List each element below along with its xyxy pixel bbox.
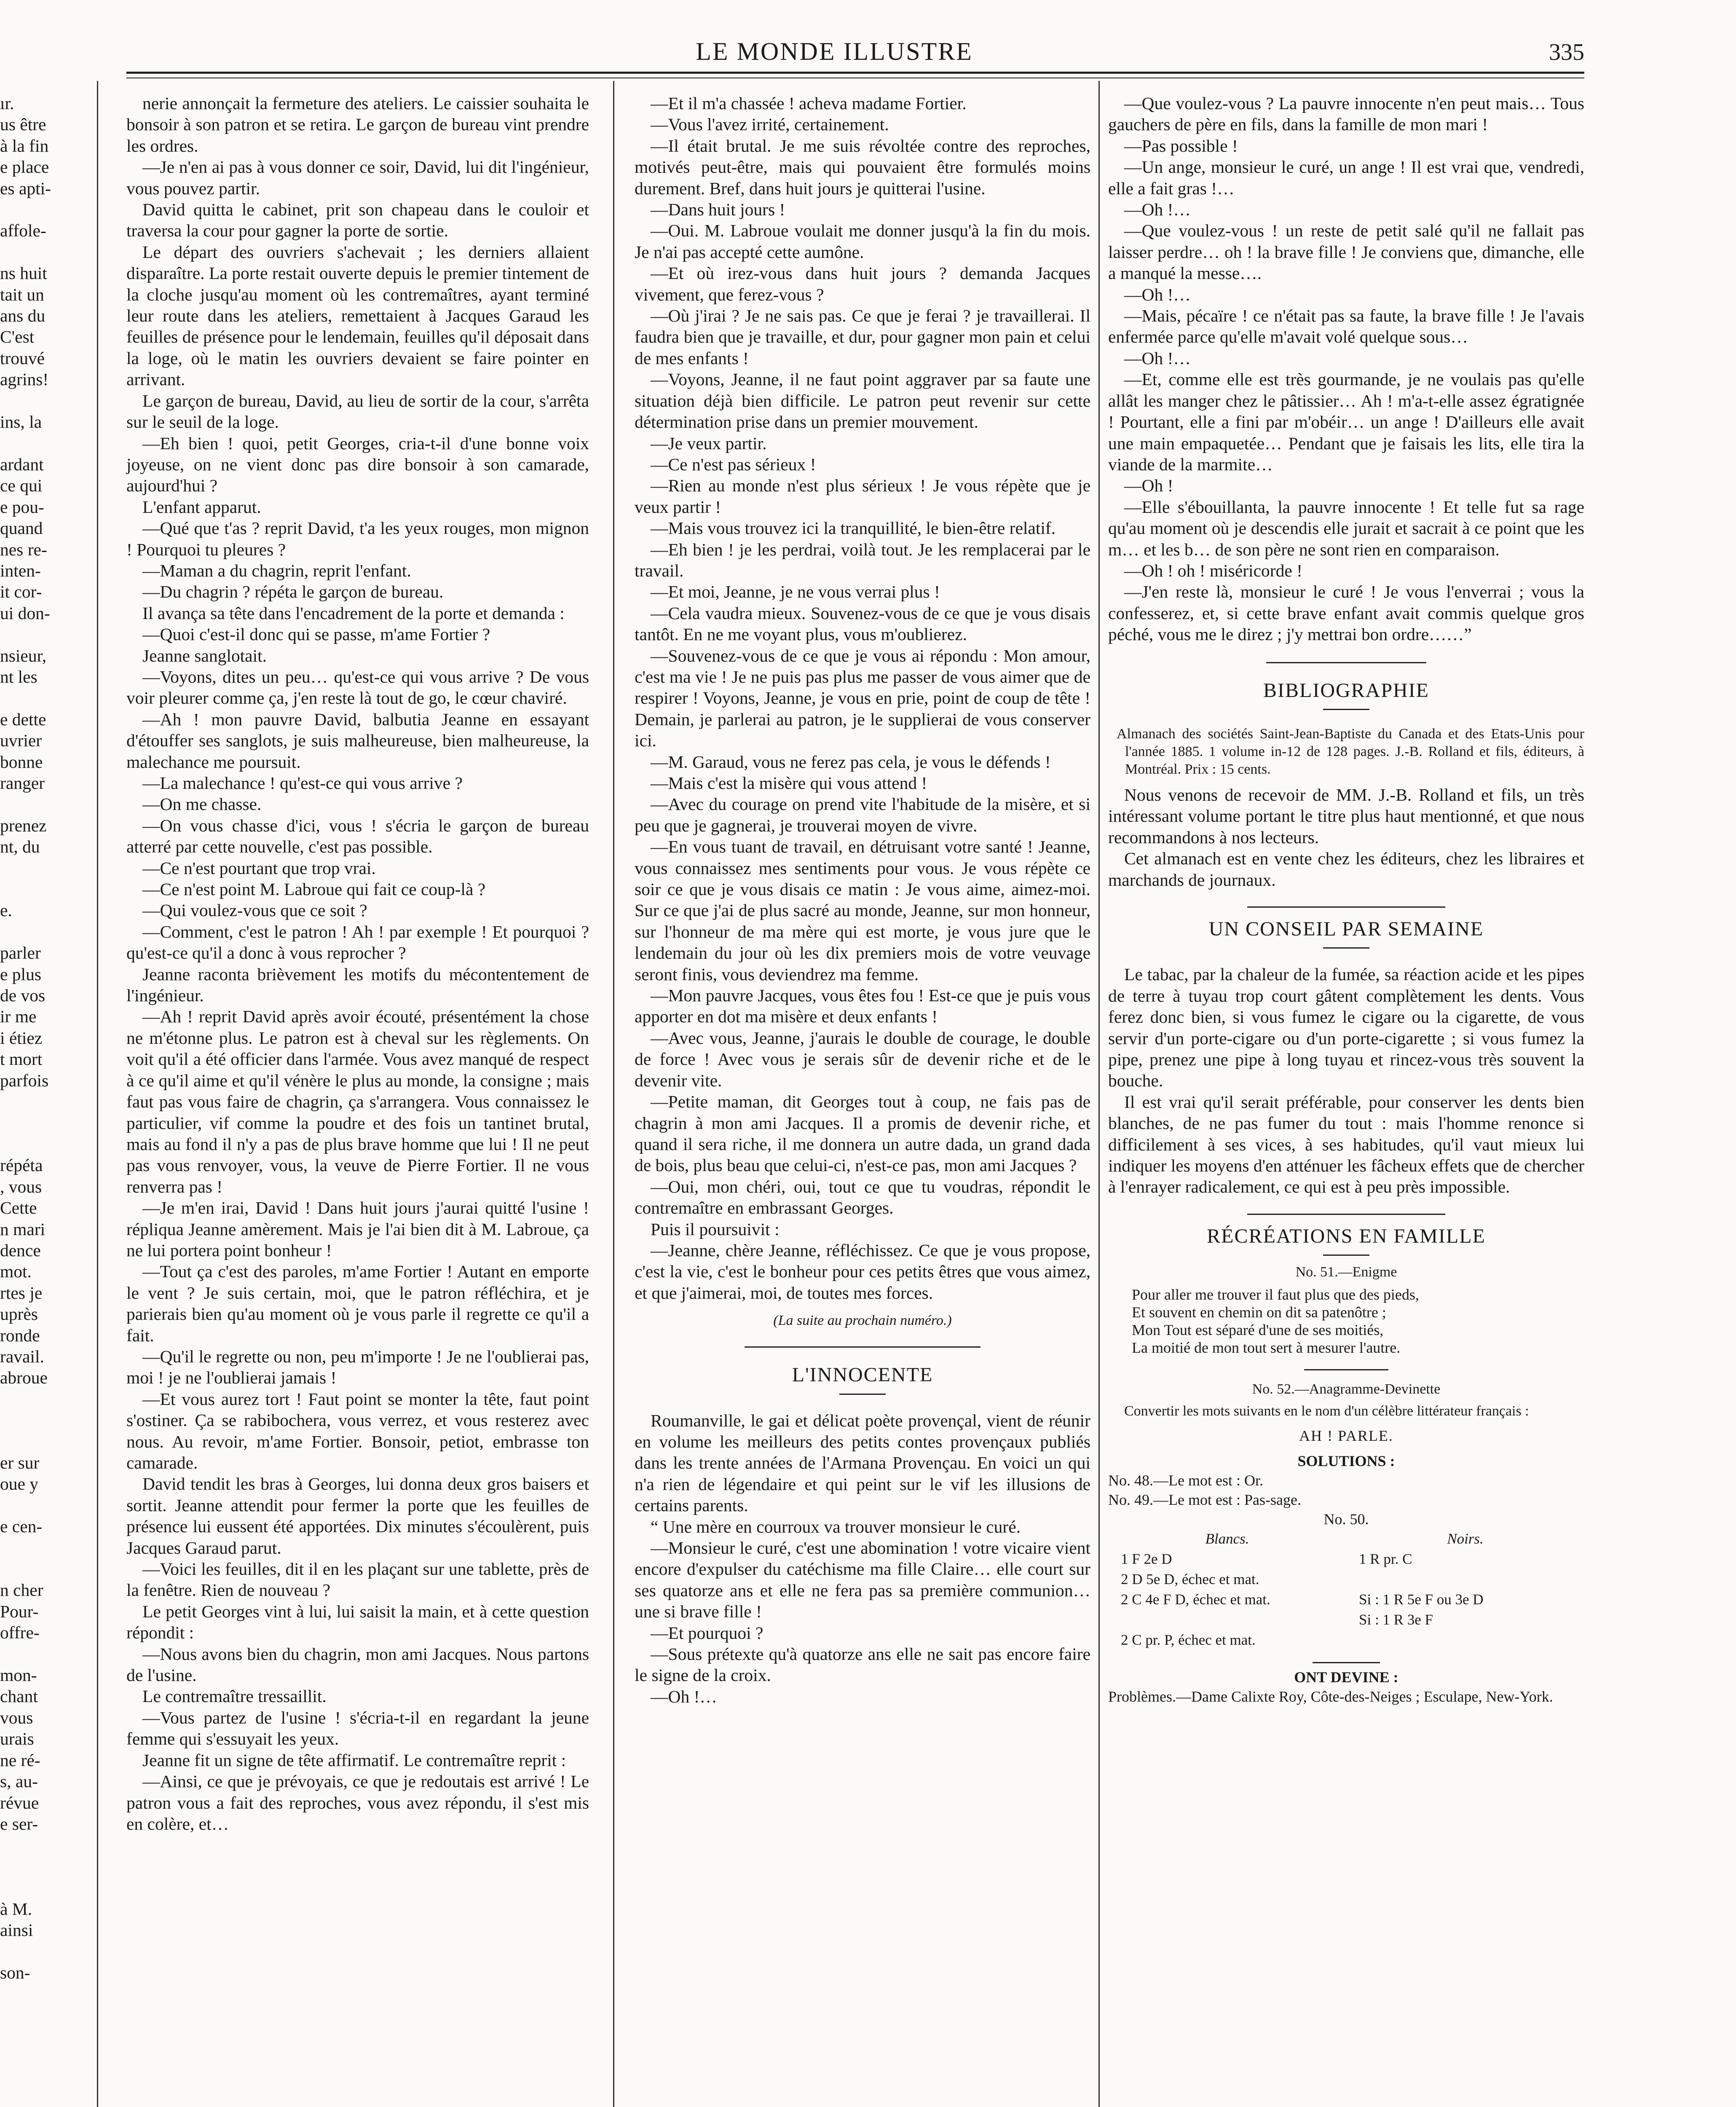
spill-line bbox=[0, 1643, 91, 1665]
innocente-paragraph: —Oh !… bbox=[1124, 348, 1191, 368]
story-paragraph: —Eh bien ! quoi, petit Georges, cria-t-il d'une bonne voix joyeuse, on ne vient donc pas dire bonsoir à son camarade, aujourd'hui ? bbox=[126, 433, 589, 496]
spill-line: Cette bbox=[0, 1198, 37, 1218]
section-heading-bibliographie: BIBLIOGRAPHIE bbox=[1263, 679, 1429, 702]
spill-line: mot. bbox=[0, 1262, 32, 1281]
story-paragraph: —En vous tuant de travail, en détruisant votre santé ! Jeanne, vous connaissez mes sentiments pour vous. Je vous répète ce soir ce que je vous disais ce matin : Je vous aime, aimez-moi. Sur ce que j'ai de plus sacré au monde, Jeanne, sur mon honneur, sur l'honneur de ma mère qui est morte, je vous jure que le lendemain du jour où les dix premiers mois de votre veuvage seront finis, vous deviendrez ma femme. bbox=[635, 837, 1090, 984]
enigme-poem bbox=[1108, 1286, 1584, 1356]
story-paragraph: —Souvenez-vous de ce que je vous ai répondu : Mon amour, c'est ma vie ! Je ne puis pas plus me passer de vous aimer que de respirer ! Voyons, Jeanne, je vous en prie, point de coup de tête ! Demain, je parlerai au patron, je le supplierai de vous conserver ici. bbox=[635, 646, 1090, 751]
story-paragraph: Jeanne raconta brièvement les motifs du mécontentement de l'ingénieur. bbox=[126, 964, 589, 1005]
story-paragraph: —Ce n'est pas sérieux ! bbox=[651, 454, 816, 474]
poem-line: La moitié de mon tout sert à mesurer l'autre. bbox=[1132, 1339, 1401, 1356]
story-paragraph: —Oui. M. Labroue voulait me donner jusqu'à la fin du mois. Je n'ai pas accepté cette aumône. bbox=[635, 221, 1090, 262]
section-rule bbox=[1247, 906, 1445, 908]
divider bbox=[1304, 1369, 1388, 1370]
spill-line: , vous bbox=[0, 1177, 42, 1196]
innocente-paragraph: “ Une mère en courroux va trouver monsieur le curé. bbox=[651, 1517, 1021, 1536]
innocente-paragraph: —Sous prétexte qu'à quatorze ans elle ne sait pas encore faire le signe de la croix. bbox=[635, 1644, 1090, 1685]
biblio-paragraph: Cet almanach est en vente chez les éditeurs, chez les libraires et marchands de journaux. bbox=[1108, 849, 1584, 890]
spill-line: ins, la bbox=[0, 412, 42, 432]
spill-line: n mari bbox=[0, 1219, 46, 1239]
story-paragraph: —Ah ! mon pauvre David, balbutia Jeanne en essayant d'étouffer ses sanglots, je suis malheureuse, bien malheureuse, la malechance me poursuit. bbox=[126, 709, 589, 772]
spill-line: ans du bbox=[0, 306, 46, 326]
spill-line bbox=[0, 1431, 91, 1452]
innocente-paragraph: —Pas possible ! bbox=[1124, 136, 1238, 155]
anagramme-words: AH ! PARLE. bbox=[1299, 1427, 1393, 1445]
spill-line bbox=[0, 1410, 91, 1431]
spill-line bbox=[0, 879, 91, 900]
spill-line bbox=[0, 1537, 91, 1558]
story-paragraph: Le garçon de bureau, David, au lieu de sortir de la cour, s'arrêta sur le seuil de la loge. bbox=[126, 391, 589, 432]
spill-line: quand bbox=[0, 518, 43, 538]
story-paragraph: —Comment, c'est le patron ! Ah ! par exemple ! Et pourquoi ? qu'est-ce qu'il a donc à vous reprocher ? bbox=[126, 922, 589, 963]
poem-line: Mon Tout est séparé d'une de ses moitiés, bbox=[1132, 1321, 1384, 1338]
story-paragraph: —Il était brutal. Je me suis révoltée contre des reproches, motivés peut-être, mais qui pouvaient être formulés moins durement. Bref, dans huit jours je quitterai l'usine. bbox=[635, 136, 1090, 198]
innocente-paragraph: —J'en reste là, monsieur le curé ! Je vous l'enverrai ; vous la confesserez, et, si cette brave enfant avait commis quelque gros péché, vous me le direz ; j'y mettrai bon ordre……” bbox=[1108, 582, 1584, 644]
spill-line: s, au- bbox=[0, 1772, 38, 1791]
chess-move-black: Si : 1 R 3e F bbox=[1359, 1611, 1433, 1628]
story-paragraph: David tendit les bras à Georges, lui donna deux gros baisers et sortit. Jeanne attendit pour fermer la porte que les feuilles de présence lui eussent été apportées. Dix minutes s'écoulèrent, puis Jacques Garaud parut. bbox=[126, 1474, 589, 1557]
spill-line: ranger bbox=[0, 773, 45, 793]
story-paragraph: —Ainsi, ce que je prévoyais, ce que je redoutais est arrivé ! Le patron vous a fait des reproches, vous avez répondu, il s'est mis en colère, et… bbox=[126, 1772, 589, 1834]
anagramme-text: Convertir les mots suivants en le nom d'un célèbre littérateur français : bbox=[1124, 1403, 1529, 1419]
spill-line: tait un bbox=[0, 284, 44, 304]
to-be-continued: (La suite au prochain numéro.) bbox=[773, 1313, 952, 1329]
spill-line: répéta bbox=[0, 1155, 43, 1175]
story-paragraph: —Ce n'est pourtant que trop vrai. bbox=[142, 858, 376, 878]
story-paragraph: —Petite maman, dit Georges tout à coup, ne fais pas de chagrin à mon ami Jacques. Il a promis de devenir riche, et quand il sera riche, il me donnera un autre dada, un grand dada de bois, plus beau que celui-ci, n'est-ce pas, mon ami Jacques ? bbox=[635, 1092, 1090, 1175]
spill-line: inten- bbox=[0, 560, 41, 580]
spill-line: er sur bbox=[0, 1453, 40, 1472]
story-paragraph: —Et moi, Jeanne, je ne vous verrai plus ! bbox=[651, 582, 940, 602]
solutions-heading: SOLUTIONS : bbox=[1297, 1453, 1395, 1470]
spill-line bbox=[0, 1091, 91, 1112]
innocente-paragraph: —Oh !… bbox=[651, 1686, 717, 1706]
spill-line: ainsi bbox=[0, 1920, 33, 1940]
story-paragraph: —Qui voulez-vous que ce soit ? bbox=[142, 901, 367, 920]
spill-line: e ser- bbox=[0, 1814, 38, 1834]
section-rule bbox=[1266, 662, 1426, 663]
spill-line bbox=[0, 241, 91, 263]
spill-line: oue y bbox=[0, 1474, 39, 1494]
spill-line bbox=[0, 199, 91, 220]
story-paragraph: —Voyons, Jeanne, il ne faut point aggraver par sa faute une situation déjà bien difficile. Le patron peut revenir sur cette détermination prise dans un premier mouvement. bbox=[635, 370, 1090, 432]
heading-rule bbox=[1323, 947, 1369, 949]
section-rule bbox=[745, 1346, 981, 1348]
story-paragraph: —Eh bien ! je les perdrai, voilà tout. Je les remplacerai par le travail. bbox=[635, 539, 1090, 580]
story-paragraph: —Voici les feuilles, dit il en les plaçant sur une tablette, près de la fenêtre. Rien de nouveau ? bbox=[126, 1559, 589, 1600]
spill-line: t mort bbox=[0, 1049, 43, 1069]
spill-line: ne ré- bbox=[0, 1750, 40, 1770]
spill-line: rtes je bbox=[0, 1283, 43, 1303]
story-paragraph: —Jeanne, chère Jeanne, réfléchissez. Ce que je vous propose, c'est la vie, c'est le bonheur pour ces petits êtres que vous aimez, et que j'aimerai, moi, de toutes mes forces. bbox=[635, 1240, 1090, 1303]
poem-line: Pour aller me trouver il faut plus que des pieds, bbox=[1132, 1286, 1419, 1303]
story-paragraph: —On vous chasse d'ici, vous ! s'écria le garçon de bureau atterré par cette nouvelle, c'est pas possible. bbox=[126, 815, 589, 857]
innocente-paragraph: —Oh !… bbox=[1124, 200, 1191, 220]
story-paragraph: —Rien au monde n'est plus sérieux ! Je vous répète que je veux partir ! bbox=[635, 476, 1090, 517]
innocente-paragraph: —Et pourquoi ? bbox=[651, 1623, 764, 1643]
chess-move-black bbox=[1346, 1569, 1584, 1590]
story-paragraph: —M. Garaud, vous ne ferez pas cela, je vous le défends ! bbox=[651, 752, 1051, 772]
story-paragraph: —Avec du courage on prend vite l'habitude de la misère, et si peu que je gagnerai, je trouverai moyen de vivre. bbox=[635, 794, 1090, 835]
spill-line bbox=[0, 1877, 91, 1898]
chess-solution bbox=[1108, 1529, 1584, 1650]
story-paragraph: nerie annonçait la fermeture des ateliers. Le caissier souhaita le bonsoir à son patron et se retira. Le garçon de bureau vint prendre les ordres. bbox=[126, 94, 589, 155]
story-paragraph: —Je veux partir. bbox=[651, 433, 767, 453]
innocente-paragraph: —Oh ! oh ! miséricorde ! bbox=[1124, 560, 1302, 580]
spill-line bbox=[0, 793, 91, 815]
spill-line: ir me bbox=[0, 1007, 37, 1027]
spill-line: trouvé bbox=[0, 348, 45, 368]
solution-50-title: No. 50. bbox=[1323, 1511, 1369, 1528]
spill-line bbox=[0, 1856, 91, 1877]
spill-line bbox=[0, 1495, 91, 1516]
spill-line: à la fin bbox=[0, 136, 49, 155]
spill-line: uvrier bbox=[0, 731, 42, 751]
story-paragraph: —Ah ! reprit David après avoir écouté, présentément la chose ne m'étonne plus. Le patron est à cheval sur les règlements. On voit qu'il a été officier dans l'armée. Vous avez manqué de respect à ce qu'il aime et qu'il vénère le plus au monde, la consigne ; mais faut pas vous faire de chagrin, ça s'arrangera. Vous connaissez le particulier, vif comme la poudre et des fois un tantinet brutal, mais au fond il n'y a pas de plus brave homme que lui ! Il ne peut pas vous renvoyer, vous, la veuve de Pierre Fortier. Il ne vous renverra pas ! bbox=[126, 1007, 589, 1196]
spill-line: affole- bbox=[0, 221, 46, 241]
spill-line: e pou- bbox=[0, 497, 44, 517]
column-rule bbox=[613, 81, 614, 2107]
previous-page-spill bbox=[0, 93, 91, 1983]
story-paragraph: Jeanne sanglotait. bbox=[142, 646, 267, 665]
spill-line: us être bbox=[0, 115, 46, 134]
spill-line: e plus bbox=[0, 964, 41, 984]
spill-line: ns huit bbox=[0, 263, 47, 283]
spill-line: parfois bbox=[0, 1070, 49, 1090]
story-paragraph: David quitta le cabinet, prit son chapeau dans le couloir et traversa la cour pour gagner la porte de sortie. bbox=[126, 200, 589, 241]
anagramme-title: No. 52.—Anagramme-Devinette bbox=[1252, 1381, 1441, 1397]
heading-rule bbox=[1323, 1255, 1369, 1256]
spill-line: dence bbox=[0, 1240, 41, 1260]
spill-line: révue bbox=[0, 1793, 39, 1812]
spill-line: ronde bbox=[0, 1325, 40, 1345]
column-rule bbox=[97, 81, 98, 2107]
spill-line: de vos bbox=[0, 986, 46, 1005]
story-paragraph: Jeanne fit un signe de tête affirmatif. Le contremaître reprit : bbox=[142, 1750, 566, 1770]
poem-line: Et souvent en chemin on dit sa patenôtre ; bbox=[1132, 1303, 1386, 1321]
section-heading-innocente: L'INNOCENTE bbox=[792, 1364, 933, 1386]
column-3 bbox=[1108, 93, 1584, 1706]
story-paragraph: —Voyons, dites un peu… qu'est-ce qui vous arrive ? De vous voir pleurer comme ça, j'en reste là tout de go, le cœur chaviré. bbox=[126, 667, 589, 708]
story-paragraph: —Qu'il le regrette ou non, peu m'importe ! Je ne l'oublierai pas, moi ! je ne l'oublierai jamais ! bbox=[126, 1346, 589, 1388]
story-paragraph: —Mais c'est la misère qui vous attend ! bbox=[651, 773, 927, 793]
section-rule bbox=[1247, 1214, 1445, 1215]
conseil-paragraph: Il est vrai qu'il serait préférable, pour conserver les dents bien blanches, de ne pas fumer du tout : mais l'homme renonce si difficilement à ses vices, à ses habitudes, qu'il vaut mieux lui indiquer les moyens d'en atténuer les fâcheux effets que de chercher à l'enrayer radicalement, ce qui est à peu près impossible. bbox=[1108, 1092, 1584, 1197]
spill-line bbox=[0, 433, 91, 454]
story-paragraph: —Tout ça c'est des paroles, m'ame Fortier ! Autant en emporte le vent ? Je suis certain, moi, que le patron réfléchira, et je parierais bien qu'au moment où je vous parle il regrette ce qu'il a fait. bbox=[126, 1262, 589, 1345]
spill-line bbox=[0, 1112, 91, 1134]
column-1 bbox=[126, 93, 589, 1834]
story-paragraph: —La malechance ! qu'est-ce qui vous arrive ? bbox=[142, 773, 463, 793]
devine-heading: ONT DEVINE : bbox=[1294, 1669, 1398, 1686]
divider bbox=[1313, 1662, 1380, 1663]
spill-line: chant bbox=[0, 1686, 38, 1706]
spill-line: prenez bbox=[0, 815, 47, 835]
chess-move-white: 2 C 4e F D, échec et mat. bbox=[1121, 1591, 1270, 1608]
chess-move-black bbox=[1346, 1630, 1584, 1650]
devine-text: Problèmes.—Dame Calixte Roy, Côte-des-Neiges ; Esculape, New-York. bbox=[1108, 1688, 1553, 1705]
innocente-paragraph: —Mais, pécaïre ! ce n'était pas sa faute, la brave fille ! Je l'avais enfermée parce qu'elle m'avait volé quelque sous… bbox=[1108, 306, 1584, 347]
spill-line: abroue bbox=[0, 1368, 48, 1388]
spill-line: e place bbox=[0, 157, 49, 177]
spill-line: urais bbox=[0, 1729, 34, 1749]
story-paragraph: Puis il poursuivit : bbox=[651, 1219, 780, 1239]
story-paragraph: —Je m'en irai, David ! Dans huit jours j'aurai quitté l'usine ! répliqua Jeanne amèrement. Mais je l'ai bien dit à M. Labroue, ça ne lui portera point bonheur ! bbox=[126, 1198, 589, 1260]
spill-line: ır. bbox=[0, 94, 14, 113]
story-paragraph: —Vous l'avez irrité, certainement. bbox=[651, 115, 889, 134]
story-paragraph: —Cela vaudra mieux. Souvenez-vous de ce que je vous disais tantôt. En ne me voyant plus, vous m'oublierez. bbox=[635, 603, 1090, 644]
spill-line: nsieur, bbox=[0, 646, 47, 665]
story-paragraph: —Ce n'est point M. Labroue qui fait ce coup-là ? bbox=[142, 879, 486, 899]
spill-line bbox=[0, 390, 91, 411]
journal-title: LE MONDE ILLUSTRE bbox=[696, 38, 973, 65]
story-paragraph: —Et où irez-vous dans huit jours ? demanda Jacques vivement, que ferez-vous ? bbox=[635, 263, 1090, 304]
spill-line bbox=[0, 1389, 91, 1410]
spill-line: e dette bbox=[0, 709, 46, 729]
spill-line: offre- bbox=[0, 1623, 40, 1643]
story-paragraph: —Dans huit jours ! bbox=[651, 200, 785, 220]
story-paragraph: Le petit Georges vint à lui, lui saisit la main, et à cette question répondit : bbox=[126, 1601, 589, 1643]
chess-move-black: 1 R pr. C bbox=[1359, 1551, 1412, 1568]
heading-rule bbox=[1323, 709, 1369, 710]
innocente-paragraph: —Que voulez-vous ? La pauvre innocente n'en peut mais… Tous gauchers de père en fils, dans la famille de mon mari ! bbox=[1108, 94, 1584, 134]
spill-line: i étiez bbox=[0, 1028, 43, 1048]
story-paragraph: —Avec vous, Jeanne, j'aurais le double de courage, le double de force ! Avec vous je serais sûr de devenir riche et de le devenir vite. bbox=[635, 1028, 1090, 1090]
story-paragraph: —Oui, mon chéri, oui, tout ce que tu voudras, répondit le contremaître en embrassant Georges. bbox=[635, 1177, 1090, 1218]
spill-line: bonne bbox=[0, 752, 43, 772]
spill-line: ce qui bbox=[0, 476, 43, 496]
spill-line bbox=[0, 687, 91, 708]
spill-line bbox=[0, 1134, 91, 1155]
spill-line: C'est bbox=[0, 327, 35, 347]
spill-line: vous bbox=[0, 1708, 33, 1727]
chess-black-header: Noirs. bbox=[1447, 1531, 1484, 1547]
heading-rule bbox=[839, 1394, 886, 1395]
solution-48: No. 48.—Le mot est : Or. bbox=[1108, 1472, 1263, 1489]
innocente-paragraph: —Oh ! bbox=[1124, 476, 1173, 496]
innocente-paragraph: —Un ange, monsieur le curé, un ange ! Il est vrai que, vendredi, elle a fait gras !… bbox=[1108, 157, 1584, 198]
spill-line: Pour- bbox=[0, 1601, 39, 1621]
spill-line: e cen- bbox=[0, 1517, 43, 1536]
spill-line: son- bbox=[0, 1962, 30, 1982]
story-paragraph: —Nous avons bien du chagrin, mon ami Jacques. Nous partons de l'usine. bbox=[126, 1644, 589, 1685]
story-paragraph: —Je n'en ai pas à vous donner ce soir, David, lui dit l'ingénieur, vous pouvez partir. bbox=[126, 157, 589, 198]
spill-line: mon- bbox=[0, 1665, 37, 1685]
solution-49: No. 49.—Le mot est : Pas-sage. bbox=[1108, 1491, 1301, 1509]
column-2 bbox=[635, 93, 1090, 1707]
spill-line: n cher bbox=[0, 1580, 43, 1600]
spill-line: ardant bbox=[0, 454, 44, 474]
story-paragraph: Le départ des ouvriers s'achevait ; les derniers allaient disparaître. La porte restait ouverte depuis le premier tintement de la cloche jusqu'au moment où les contremaîtres, ayant terminé leur route dans les ateliers, remettaient à Jacques Garaud les feuilles de présence pour le lendemain, feuilles qu'il déposait dans la loge, où le matin les ouvriers devaient se faire pointer en arrivant. bbox=[126, 242, 589, 389]
spill-line: e. bbox=[0, 901, 12, 920]
spill-line: it cor- bbox=[0, 582, 42, 602]
conseil-paragraph: Le tabac, par la chaleur de la fumée, sa réaction acide et les pipes de terre à tuyau trop court gâtent complètement les dents. Vous ferez donc bien, si vous fumez le cigare ou la cigarette, de vous servir d'un porte-cigare ou d'un porte-cigarette ; si vous fumez la pipe, prenez une pipe à long tuyau et rincez-vous très souvent la bouche. bbox=[1108, 965, 1584, 1091]
spill-line: nt les bbox=[0, 667, 38, 686]
page-number: 335 bbox=[1549, 39, 1584, 65]
chess-move-white bbox=[1108, 1610, 1346, 1630]
story-paragraph: —Maman a du chagrin, reprit l'enfant. bbox=[142, 560, 411, 580]
enigme-title: No. 51.—Enigme bbox=[1295, 1264, 1397, 1280]
spill-line: nes re- bbox=[0, 539, 47, 559]
biblio-paragraph: Nous venons de recevoir de MM. J.-B. Rolland et fils, un très intéressant volume portant le titre plus haut mentionné, et que nous recommandons à nos lecteurs. bbox=[1108, 785, 1584, 847]
spill-line: uprès bbox=[0, 1304, 38, 1324]
story-paragraph: L'enfant apparut. bbox=[142, 497, 261, 517]
story-paragraph: —Qué que t'as ? reprit David, t'a les yeux rouges, mon mignon ! Pourquoi tu pleures ? bbox=[126, 518, 589, 559]
page-header bbox=[97, 34, 1584, 76]
innocente-paragraph: —Et, comme elle est très gourmande, je ne voulais pas qu'elle allât les manger chez le pâtissier… Ah ! m'a-t-elle assez égratignée ! Pourtant, elle a fini par m'obéir… un ange ! D'ailleurs elle avait une main empaquetée… Pendant que je faisais les lits, elle tira la viande de la marmite… bbox=[1108, 370, 1584, 474]
story-paragraph: —Du chagrin ? répéta le garçon de bureau. bbox=[142, 582, 444, 602]
chess-move-black: Si : 1 R 5e F ou 3e D bbox=[1359, 1591, 1484, 1608]
header-rule bbox=[126, 72, 1584, 74]
biblio-notice: Almanach des sociétés Saint-Jean-Baptiste du Canada et des Etats-Unis pour l'année 1885. 1 volume in-12 de 128 pages. J.-B. Rolland et fils, éditeurs, à Montréal. Prix : 15 cents. bbox=[1117, 726, 1584, 777]
story-paragraph: —Quoi c'est-il donc qui se passe, m'ame Fortier ? bbox=[142, 625, 490, 644]
section-heading-conseil: UN CONSEIL PAR SEMAINE bbox=[1208, 918, 1484, 940]
story-paragraph: —Mais vous trouvez ici la tranquillité, le bien-être relatif. bbox=[651, 518, 1056, 538]
spill-line bbox=[0, 858, 91, 879]
spill-line bbox=[0, 1941, 91, 1962]
spill-line: à M. bbox=[0, 1899, 32, 1919]
story-paragraph: —On me chasse. bbox=[142, 794, 262, 814]
innocente-paragraph: —Monsieur le curé, c'est une abomination ! votre vicaire vient encore d'expulser du catéchisme ma fille Claire… elle court sur ses quatorze ans et elle ne fera pas sa première communion… une si brave fille ! bbox=[635, 1538, 1090, 1622]
innocente-paragraph: —Que voulez-vous ! un reste de petit salé qu'il ne fallait pas laisser perdre… oh ! la brave fille ! Je conviens que, dimanche, elle a manqué la messe…. bbox=[1108, 221, 1584, 283]
spill-line: nt, du bbox=[0, 837, 40, 857]
story-paragraph: Il avança sa tête dans l'encadrement de la porte et demanda : bbox=[142, 603, 565, 623]
spill-line: parler bbox=[0, 943, 41, 963]
story-paragraph: —Vous partez de l'usine ! s'écria-t-il en regardant la jeune femme qui s'essuyait les yeux. bbox=[126, 1708, 589, 1749]
innocente-paragraph: Roumanville, le gai et délicat poète provençal, vient de réunir en volume les meilleurs des petits contes provençaux publiés dans les trente années de l'Armana Provençau. En voici un qui n'a rien de légendaire et qui peint sur le vif les illusions de certains parents. bbox=[635, 1410, 1090, 1515]
spill-line: ravail. bbox=[0, 1346, 44, 1366]
section-heading-recreations: RÉCRÉATIONS EN FAMILLE bbox=[1207, 1225, 1486, 1247]
column-rule bbox=[1098, 81, 1100, 2107]
spill-line: es apti- bbox=[0, 178, 51, 198]
spill-line bbox=[0, 921, 91, 942]
spill-line bbox=[0, 1834, 91, 1855]
spill-line bbox=[0, 624, 91, 645]
story-paragraph: —Mon pauvre Jacques, vous êtes fou ! Est-ce que je puis vous apporter en dot ma misère et deux enfants ! bbox=[635, 986, 1090, 1027]
innocente-paragraph: —Oh !… bbox=[1124, 284, 1191, 304]
chess-move-white: 2 D 5e D, échec et mat. bbox=[1121, 1571, 1259, 1588]
chess-white-header: Blancs. bbox=[1205, 1531, 1249, 1547]
chess-move-white: 2 C pr. P, échec et mat. bbox=[1121, 1632, 1256, 1649]
spill-line: ui don- bbox=[0, 603, 50, 623]
story-paragraph: —Et vous aurez tort ! Faut point se monter la tête, faut point s'ostiner. Ça se rabibochera, vous verrez, et vous resterez avec nous. Au revoir, m'ame Fortier. Bonsoir, petiot, embrasse ton camarade. bbox=[126, 1389, 589, 1472]
story-paragraph: —Et il m'a chassée ! acheva madame Fortier. bbox=[651, 94, 967, 113]
innocente-paragraph: —Elle s'ébouillanta, la pauvre innocente ! Et telle fut sa rage qu'au moment où je descendis elle jurait et sacrait à ce point que les m… et les b… de son père ne sont rien en comparaison. bbox=[1108, 497, 1584, 559]
story-paragraph: Le contremaître tressaillit. bbox=[142, 1686, 327, 1706]
chess-move-white: 1 F 2e D bbox=[1121, 1551, 1172, 1568]
spill-line bbox=[0, 1558, 91, 1579]
story-paragraph: —Où j'irai ? Je ne sais pas. Ce que je ferai ? je travaillerai. Il faudra bien que je travaille, et dur, pour gagner mon pain et celui de mes enfants ! bbox=[635, 306, 1090, 368]
spill-line: agrins! bbox=[0, 370, 49, 389]
